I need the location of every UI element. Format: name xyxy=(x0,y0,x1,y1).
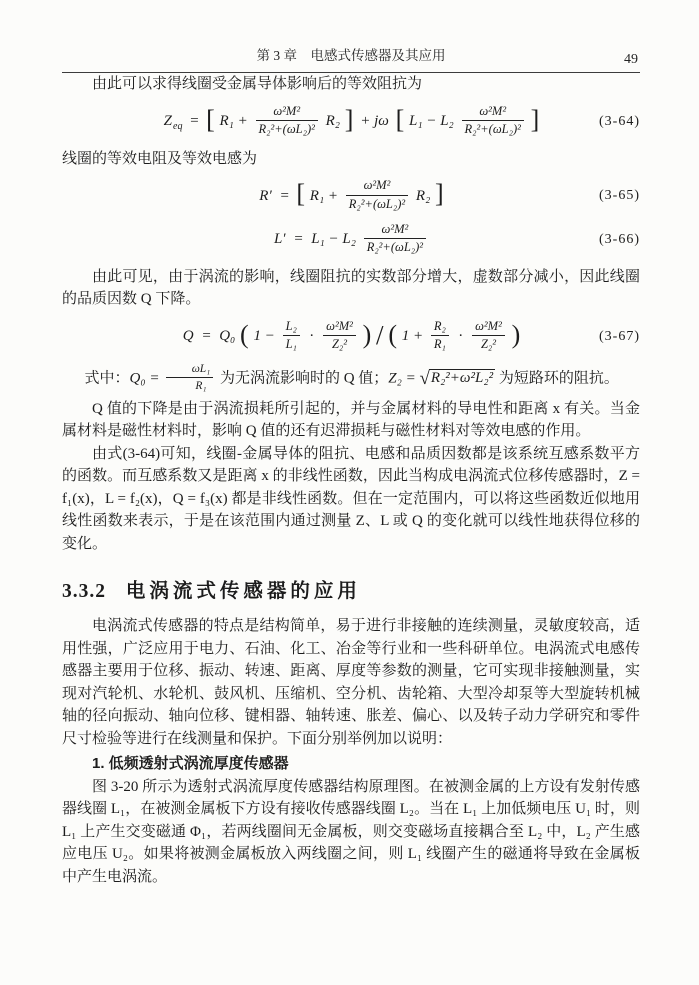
fraction-denominator: R₂²+(ωL₂)² xyxy=(366,240,424,255)
math-term: R′ xyxy=(259,187,272,204)
equals-sign: = xyxy=(293,231,304,248)
math-term: Q₀ = xyxy=(129,370,160,387)
math-term: 1 + xyxy=(401,328,424,345)
fraction-numerator: ω²M² xyxy=(256,104,318,122)
bracket: [ xyxy=(296,179,306,209)
bracket: ] xyxy=(435,179,444,209)
where-text: 为短路环的阻抗。 xyxy=(498,370,619,387)
math-term: Z₂ = xyxy=(388,370,416,387)
math-term: Q₀ xyxy=(219,328,236,345)
square-root xyxy=(419,368,495,390)
fraction-denominator: R₂²+(ωL₂)² xyxy=(464,122,521,137)
running-head: 第 3 章 电感式传感器及其应用 xyxy=(256,48,446,63)
equals-sign: = xyxy=(201,328,212,345)
paragraph-from-eq64: 由式(3-64)可知，线圈-金属导体的阻抗、电感和品质因数都是该系统互感系数平方的函数。而互感系数又是距离 x 的非线性函数，因此当构成电涡流式位移传感器时，Z = f₁(x)，L = f₂(x)，Q = f₃(x) 都是非线性函数。但在一定范围内，可以将这些函数近似地用线性函数来表示，于是在该范围内通过测量 Z、L 或 Q 的变化就可以线性地获得位移的变化。 xyxy=(62,445,640,552)
paragraph-equivalent-rl: 线圈的等效电阻及等效电感为 xyxy=(62,150,258,167)
equals-sign: = xyxy=(189,113,200,130)
bracket: ] xyxy=(530,104,540,134)
section-title: 电涡流式传感器的应用 xyxy=(125,581,361,603)
paragraph-figure-3-20: 图 3-20 所示为透射式涡流厚度传感器结构原理图。在被测金属的上方设有发射传感器线圈 L₁，在被测金属板下方设有接收传感器线圈 L₂。当在 L₁ 上加低频电压 U₁ 时，则 L₁ 上产生交变磁通 Φ₁，若两线圈间无金属板，则交变磁场直接耦合至 L₂ 中，L₂ 产生感应电压 U₂。如果将被测金属板放入两线圈之间，则 L₁ 线圈产生的磁通将导致在金属板中产生电涡流。 xyxy=(62,778,640,885)
equation-3-66 xyxy=(62,223,640,257)
paren: ( xyxy=(388,319,397,349)
fraction xyxy=(472,319,505,353)
fraction-numerator: ω²M² xyxy=(472,319,505,337)
fraction xyxy=(364,222,426,256)
math-term: 1 − xyxy=(253,328,275,345)
dot-operator: · xyxy=(458,328,463,345)
where-clause xyxy=(62,363,640,395)
where-prefix: 式中： xyxy=(84,370,130,387)
subscript: eq xyxy=(173,121,183,133)
math-term: Q xyxy=(182,328,194,345)
bracket: [ xyxy=(395,104,405,134)
page-number: 49 xyxy=(624,52,638,67)
math-term: R₁ + xyxy=(219,113,248,130)
equation-3-64 xyxy=(62,105,640,139)
section-number: 3.3.2 xyxy=(62,581,106,603)
formula-3-65 xyxy=(258,178,444,211)
paragraph-applications: 电涡流式传感器的特点是结构简单，易于进行非接触的连续测量，灵敏度较高，适用性强，广泛应用于电力、石油、化工、冶金等行业和一些科研单位。电涡流式电感传感器主要用于位移、振动、转速、距离、厚度等参数的测量，它可实现非接触测量，实现对汽轮机、水轮机、鼓风机、压缩机、空分机、齿轮箱、大型冷却泵等大型旋转机械轴的径向振动、轴向位移、键相器、轴转速、胀差、偏心、以及转子动力学研究和零件尺寸检验等进行在线测量和保护。下面分别举例加以说明： xyxy=(62,618,640,747)
equation-number: (3-65) xyxy=(599,188,640,204)
paragraph-eddy-effect: 由此可见，由于涡流的影响，线圈阻抗的实数部分增大，虚数部分减小，因此线圈的品质因数 Q 下降。 xyxy=(62,268,640,308)
page-header xyxy=(62,44,640,73)
subsection-heading-1: 1. 低频透射式涡流厚度传感器 xyxy=(92,755,289,773)
fraction-denominator: Z₂² xyxy=(480,337,496,352)
formula-3-67 xyxy=(182,318,521,352)
formula-3-64 xyxy=(163,103,540,137)
fraction-denominator: R₁ xyxy=(195,380,207,393)
math-term: R₂ xyxy=(415,187,431,204)
divide-slash: / xyxy=(376,319,384,350)
fraction xyxy=(462,104,524,138)
fraction xyxy=(323,319,356,353)
bracket: [ xyxy=(206,104,215,134)
math-term: + jω xyxy=(360,113,389,130)
dot-operator: · xyxy=(309,328,314,345)
formula-3-66 xyxy=(273,221,429,255)
fraction xyxy=(166,362,213,394)
fraction-numerator: L₂ xyxy=(283,319,300,337)
paren: ( xyxy=(240,319,249,349)
math-term: R₁ + xyxy=(309,187,339,204)
math-term: L₁ − L₂ xyxy=(311,231,356,248)
bracket: ] xyxy=(344,104,354,134)
fraction xyxy=(256,104,318,138)
paren: ) xyxy=(511,319,521,349)
equation-number: (3-67) xyxy=(599,328,640,344)
fraction-numerator: ω²M² xyxy=(462,104,524,122)
paragraph-intro: 由此可以求得线圈受金属导体影响后的等效阻抗为 xyxy=(92,76,423,92)
section-heading-3-3-2 xyxy=(62,575,640,603)
fraction-denominator: R₂²+(ωL₂)² xyxy=(258,122,315,137)
fraction-numerator: R₂ xyxy=(431,319,449,337)
math-term: L′ xyxy=(273,231,286,248)
fraction xyxy=(346,178,408,212)
fraction xyxy=(431,319,449,353)
where-text: 为无涡流影响时的 Q 值； xyxy=(219,370,389,387)
math-term: Z xyxy=(163,113,173,130)
fraction-numerator: ωL₁ xyxy=(166,362,213,378)
paragraph-q-drop: Q 值的下降是由于涡流损耗所引起的，并与金属材料的导电性和距离 x 有关。当金属材料是磁性材料时，影响 Q 值的还有迟滞损耗与磁性材料对等效电感的作用。 xyxy=(62,400,640,440)
fraction-denominator: R₁ xyxy=(433,337,446,352)
fraction-numerator: ω²M² xyxy=(346,178,408,196)
equation-number: (3-66) xyxy=(599,231,640,247)
equals-sign: = xyxy=(279,187,290,204)
fraction xyxy=(283,319,300,353)
fraction-denominator: R₂²+(ωL₂)² xyxy=(348,196,406,211)
radicand: R₂²+ω²L₂² xyxy=(430,370,494,387)
radical-sign: √ xyxy=(419,368,430,390)
fraction-numerator: ω²M² xyxy=(323,319,356,337)
math-term: R₂ xyxy=(325,113,341,130)
fraction-numerator: ω²M² xyxy=(364,222,426,240)
math-term: L₁ − L₂ xyxy=(409,113,454,130)
fraction-denominator: L₁ xyxy=(285,337,297,352)
fraction-denominator: Z₂² xyxy=(331,337,348,352)
equation-number: (3-64) xyxy=(599,113,640,129)
paren: ) xyxy=(362,319,372,349)
equation-3-65 xyxy=(62,179,640,213)
equation-3-67 xyxy=(62,320,640,354)
